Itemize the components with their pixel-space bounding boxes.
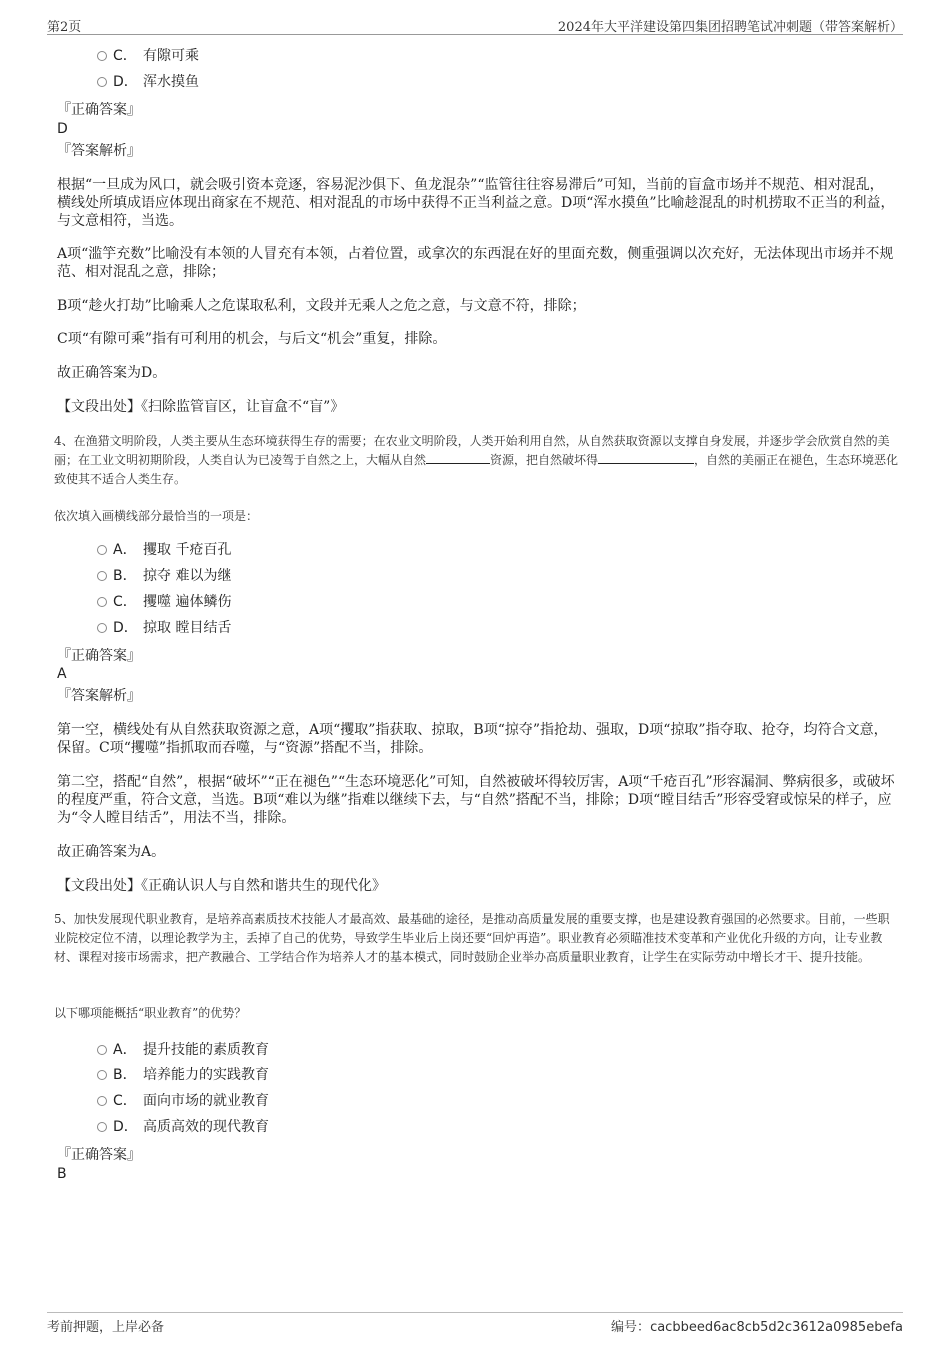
blank-2 [598, 451, 694, 464]
radio-icon[interactable] [97, 1070, 107, 1080]
q4-stem: 4、在渔猎文明阶段，人类主要从生态环境获得生存的需要；在农业文明阶段，人类开始利用自然，从自然获取资源以支撑自身发展，并逐步学会欣赏自然的美丽；在工业文明初期阶段，人类自认为已凌驾于自然之上，大幅从自然 资源，把自然破坏得 ，自然的美丽正在褪色，生态环境恶化致使其不适合人类生存。 [54, 434, 899, 486]
q3-option-c[interactable]: C． 有隙可乘 [97, 46, 199, 66]
q3-answer-label: 『正确答案』 [57, 102, 141, 118]
radio-icon[interactable] [97, 545, 107, 555]
q4-analysis-label: 『答案解析』 [57, 688, 141, 704]
radio-icon[interactable] [97, 77, 107, 87]
q3-analysis-label: 『答案解析』 [57, 143, 141, 159]
q3-analysis-para-5: 故正确答案为D。 [57, 365, 167, 381]
q3-analysis-para-4: C项“有隙可乘”指有可利用的机会，与后文“机会”重复，排除。 [57, 331, 447, 347]
radio-icon[interactable] [97, 1096, 107, 1106]
radio-icon[interactable] [97, 51, 107, 61]
q4-answer-label: 『正确答案』 [57, 648, 141, 664]
q3-analysis-para-2: A项“滥竽充数”比喻没有本领的人冒充有本领，占着位置，或拿次的东西混在好的里面充数，侧重强调以次充好，无法体现出市场并不规范、相对混乱之意，排除； [57, 246, 894, 280]
page-number: 第2页 [47, 20, 82, 35]
radio-icon[interactable] [97, 571, 107, 581]
q4-source: 【文段出处】《正确认识人与自然和谐共生的现代化》 [57, 878, 386, 894]
q4-analysis-para-1: 第一空，横线处有从自然获取资源之意，A项“攫取”指获取、掠取，B项“掠夺”指抢劫、强取，D项“掠取”指夺取、抢夺，均符合文意，保留。C项“攫噬”指抓取而吞噬，与“资源”搭配不当，排除。 [57, 722, 888, 756]
q3-analysis-para-1: 根据“一旦成为风口，就会吸引资本竞逐，容易泥沙俱下、鱼龙混杂”“监管往往容易滞后”可知，当前的盲盒市场并不规范、相对混乱，横线处所填成语应体现出商家在不规范、相对混乱的市场中获得不正当利益之意。D项“浑水摸鱼”比喻趁混乱的时机捞取不正当的利益，与文意相符，当选。 [57, 177, 895, 229]
q4-option-c[interactable]: C． 攫噬 遍体鳞伤 [97, 592, 231, 612]
q4-answer: A [57, 666, 67, 682]
q3-option-d[interactable]: D． 浑水摸鱼 [97, 72, 199, 92]
radio-icon[interactable] [97, 597, 107, 607]
page-header [47, 14, 903, 35]
q4-option-b[interactable]: B． 掠夺 难以为继 [97, 566, 231, 586]
q4-option-a[interactable]: A． 攫取 千疮百孔 [97, 540, 231, 560]
footer-code: 编号：cacbbeed6ac8cb5d2c3612a0985ebefa [611, 1320, 903, 1335]
q5-option-d[interactable]: D． 高质高效的现代教育 [97, 1117, 269, 1137]
page-footer [47, 1312, 903, 1337]
blank-1 [426, 451, 490, 464]
radio-icon[interactable] [97, 1045, 107, 1055]
q4-analysis-para-3: 故正确答案为A。 [57, 844, 166, 860]
q5-option-b[interactable]: B． 培养能力的实践教育 [97, 1065, 269, 1085]
footer-slogan: 考前押题，上岸必备 [47, 1320, 165, 1335]
q3-answer: D [57, 121, 68, 137]
q3-source: 【文段出处】《扫除监管盲区，让盲盒不“盲”》 [57, 399, 345, 415]
q5-prompt: 以下哪项能概括“职业教育”的优势？ [54, 1006, 247, 1020]
q4-option-d[interactable]: D． 掠取 瞠目结舌 [97, 618, 231, 638]
q3-analysis-para-3: B项“趁火打劫”比喻乘人之危谋取私利，文段并无乘人之危之意，与文意不符，排除； [57, 298, 586, 314]
q5-answer-label: 『正确答案』 [57, 1147, 141, 1163]
q5-answer: B [57, 1166, 67, 1182]
q5-option-a[interactable]: A． 提升技能的素质教育 [97, 1040, 269, 1060]
radio-icon[interactable] [97, 623, 107, 633]
q5-option-c[interactable]: C． 面向市场的就业教育 [97, 1091, 269, 1111]
q5-stem: 5、加快发展现代职业教育，是培养高素质技术技能人才最高效、最基础的途径，是推动高质量发展的重要支撑，也是建设教育强国的必然要求。目前，一些职业院校定位不清，以理论教学为主，丢掉了自己的优势，导致学生毕业后上岗还要“回炉再造”。职业教育必须瞄准技术变革和产业优化升级的方向，让专业教材、课程对接市场需求，把产教融合、工学结合作为培养人才的基本模式，同时鼓励企业举办高质量职业教育，让学生在实际劳动中增长才干、提升技能。 [54, 912, 890, 964]
document-title: 2024年大平洋建设第四集团招聘笔试冲刺题（带答案解析） [557, 20, 903, 35]
radio-icon[interactable] [97, 1122, 107, 1132]
q4-analysis-para-2: 第二空，搭配“自然”，根据“破坏”“正在褪色”“生态环境恶化”可知，自然被破坏得较厉害，A项“千疮百孔”形容漏洞、弊病很多，或破坏的程度严重，符合文意，当选。B项“难以为继”指难以继续下去，与“自然”搭配不当，排除；D项“瞠目结舌”形容受窘或惊呆的样子，应为“令人瞠目结舌”，用法不当，排除。 [57, 774, 895, 826]
q4-prompt: 依次填入画横线部分最恰当的一项是： [54, 509, 259, 523]
